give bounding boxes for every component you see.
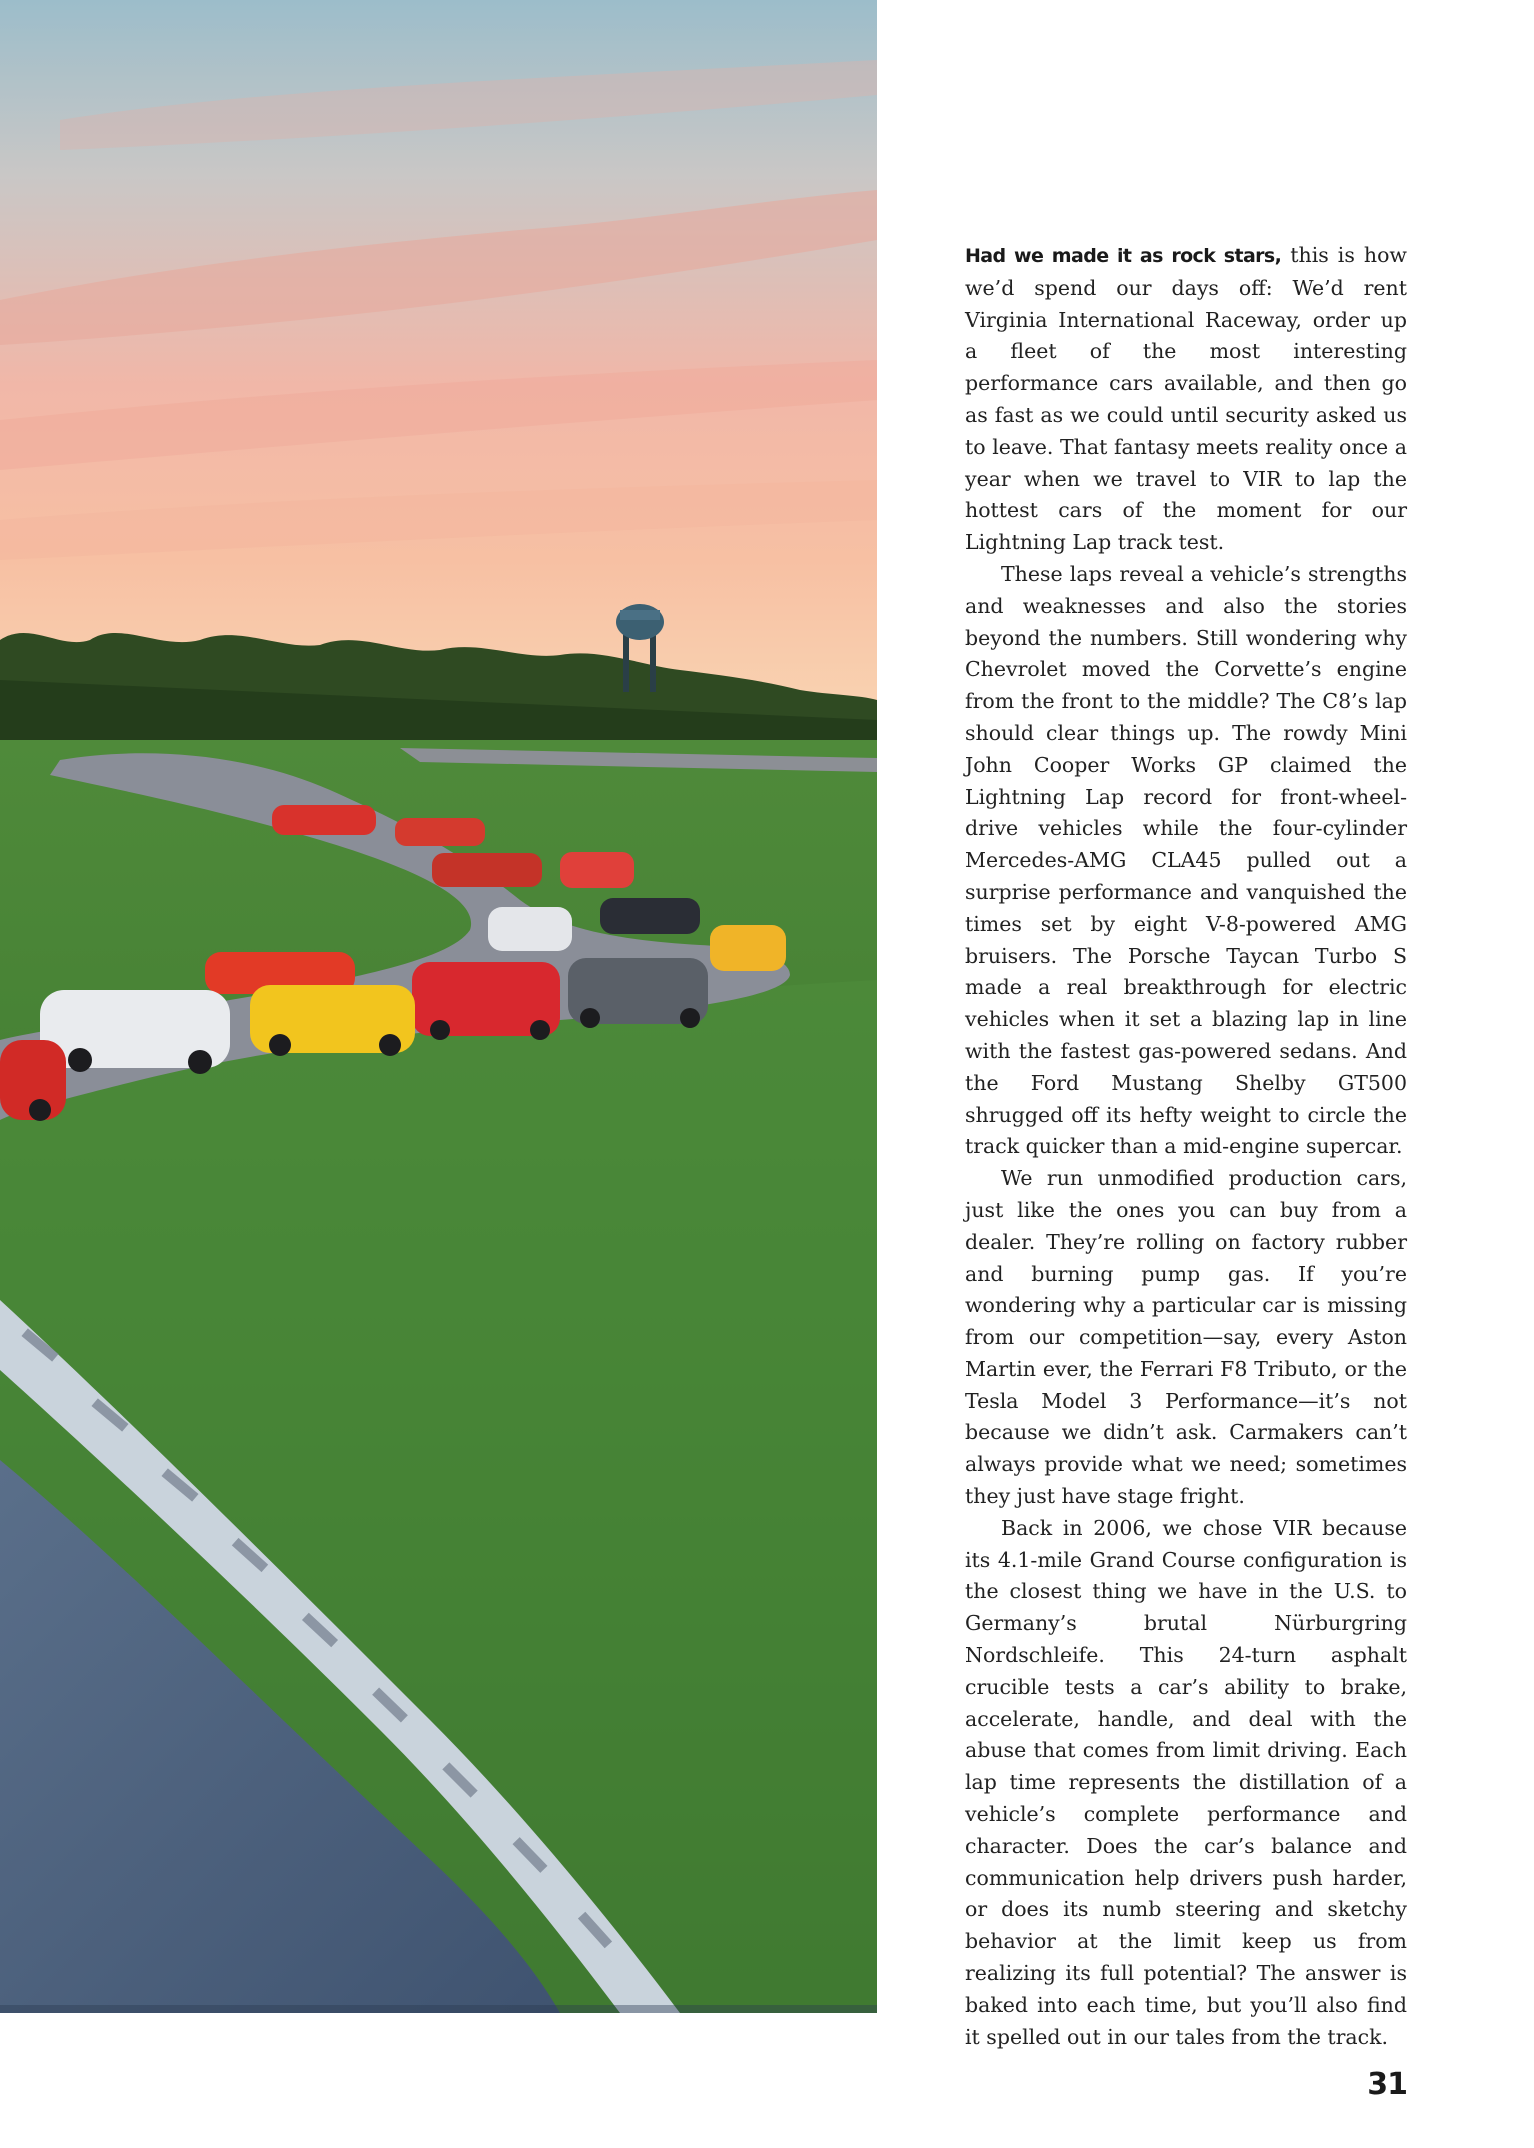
article-body: [965, 240, 1407, 2053]
paragraph-4: Back in 2006, we chose VIR because its 4.1-mile Grand Course configuration is the closest thing we have in the U.S. to Germany’s brutal Nürburgring Nordschleife. This 24-turn asphalt crucible tests a car’s ability to brake, accelerate, handle, and deal with the abuse that comes from limit driving. Each lap time represents the distillation of a vehicle’s complete performance and character. Does the car’s balance and communication help drivers push harder, or does its numb steering and sketchy behavior at the limit keep us from realizing its full potential? The answer is baked into each time, but you’ll also find it spelled out in our tales from the track.: [965, 1515, 1407, 2049]
paragraph-1-text: this is how we’d spend our days off: We’d rent Virginia International Raceway, order up a fleet of the most interesting performance cars available, and then go as fast as we could until security asked us to leave. That fantasy meets reality once a year when we travel to VIR to lap the hottest cars of the moment for our Lightning Lap track test.: [965, 243, 1407, 555]
lead-in: Had we made it as rock stars,: [965, 245, 1282, 267]
paragraph-3: We run unmodified production cars, just like the ones you can buy from a dealer. They’re rolling on factory rubber and burning pump gas. If you’re wondering why a particular car is missing from our competition—say, every Aston Martin ever, the Ferrari F8 Tributo, or the Tesla Model 3 Performance—it’s not because we didn’t ask. Carmakers can’t always provide what we need; sometimes they just have stage fright.: [965, 1166, 1407, 1509]
paragraph-1: [965, 240, 1407, 559]
paragraph-2: These laps reveal a vehicle’s strengths and weaknesses and also the stories beyond the numbers. Still wondering why Chevrolet moved the Corvette’s engine from the front to the middle? The C8’s lap should clear things up. The rowdy Mini John Cooper Works GP claimed the Lightning Lap record for front-wheel-drive vehicles while the four-cylinder Mercedes-AMG CLA45 pulled out a surprise performance and vanquished the times set by eight V-8-powered AMG bruisers. The Porsche Taycan Turbo S made a real breakthrough for electric vehicles when it set a blazing lap in line with the fastest gas-powered sedans. And the Ford Mustang Shelby GT500 shrugged off its hefty weight to circle the track quicker than a mid-engine supercar.: [965, 561, 1407, 1159]
page-number: 31: [1367, 2067, 1407, 2102]
